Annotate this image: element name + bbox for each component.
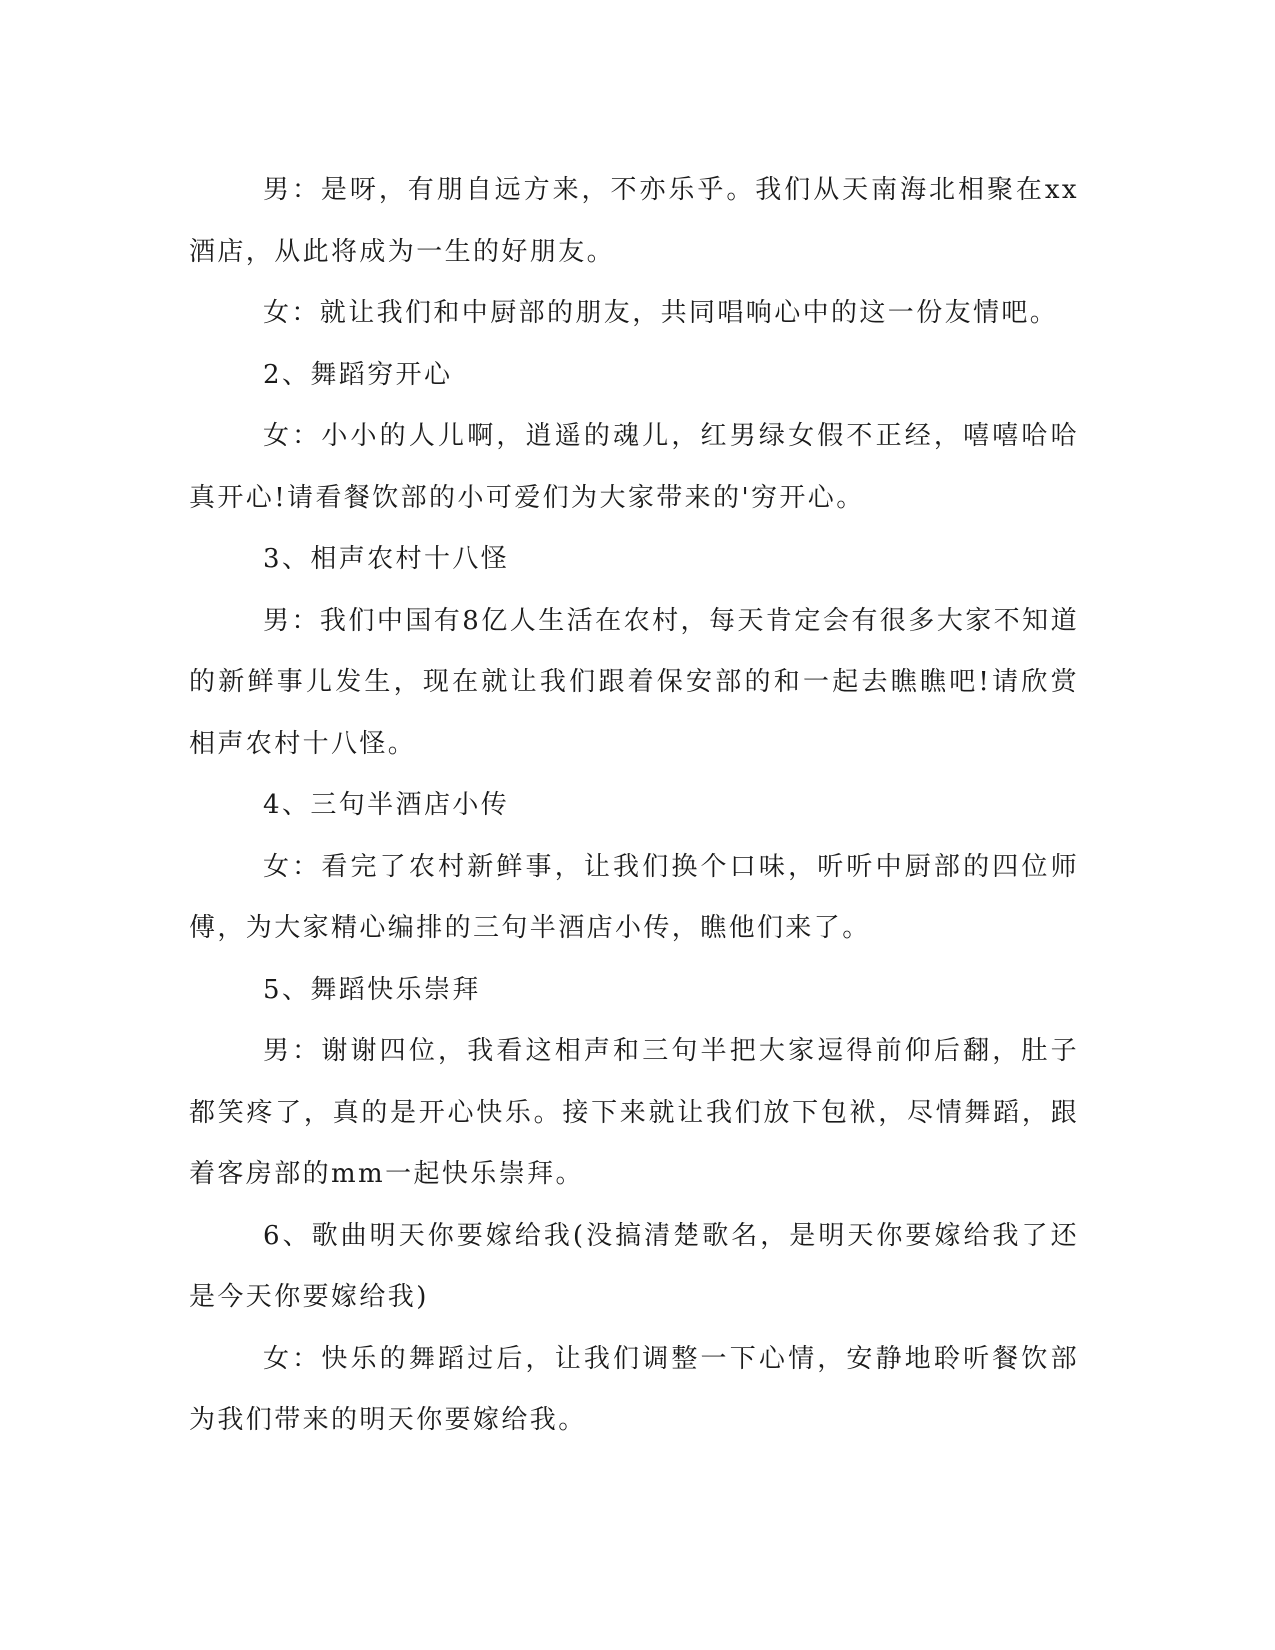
paragraph-male-crosstalk-intro: 男：我们中国有8亿人生活在农村，每天肯定会有很多大家不知道的新鲜事儿发生，现在就让我们跟着保安部的和一起去瞧瞧吧!请欣赏相声农村十八怪。 (189, 605, 1079, 759)
program-item-6: 6、歌曲明天你要嫁给我(没搞清楚歌名，是明天你要嫁给我了还是今天你要嫁给我) (189, 1220, 1079, 1312)
paragraph-female-friendship: 女：就让我们和中厨部的朋友，共同唱响心中的这一份友情吧。 (263, 298, 1059, 328)
paragraph-male-welcome: 男：是呀，有朋自远方来，不亦乐乎。我们从天南海北相聚在xx酒店，从此将成为一生的好朋友。 (189, 175, 1079, 267)
document-body (189, 160, 1079, 1452)
paragraph-female-sanjuban-intro: 女：看完了农村新鲜事，让我们换个口味，听听中厨部的四位师傅，为大家精心编排的三句半酒店小传，瞧他们来了。 (189, 851, 1079, 943)
program-item-2: 2、舞蹈穷开心 (263, 359, 453, 390)
paragraph-male-dance-intro: 男：谢谢四位，我看这相声和三句半把大家逗得前仰后翻，肚子都笑疼了，真的是开心快乐。接下来就让我们放下包袱，尽情舞蹈，跟着客房部的mm一起快乐崇拜。 (189, 1036, 1079, 1189)
paragraph-female-song-intro: 女：快乐的舞蹈过后，让我们调整一下心情，安静地聆听餐饮部为我们带来的明天你要嫁给我。 (189, 1343, 1079, 1435)
paragraph-female-dance-intro: 女：小小的人儿啊，逍遥的魂儿，红男绿女假不正经，嘻嘻哈哈真开心!请看餐饮部的小可爱们为大家带来的'穷开心。 (189, 421, 1079, 513)
program-item-3: 3、相声农村十八怪 (263, 544, 510, 574)
program-item-5: 5、舞蹈快乐崇拜 (263, 974, 481, 1005)
program-item-4: 4、三句半酒店小传 (263, 790, 510, 820)
